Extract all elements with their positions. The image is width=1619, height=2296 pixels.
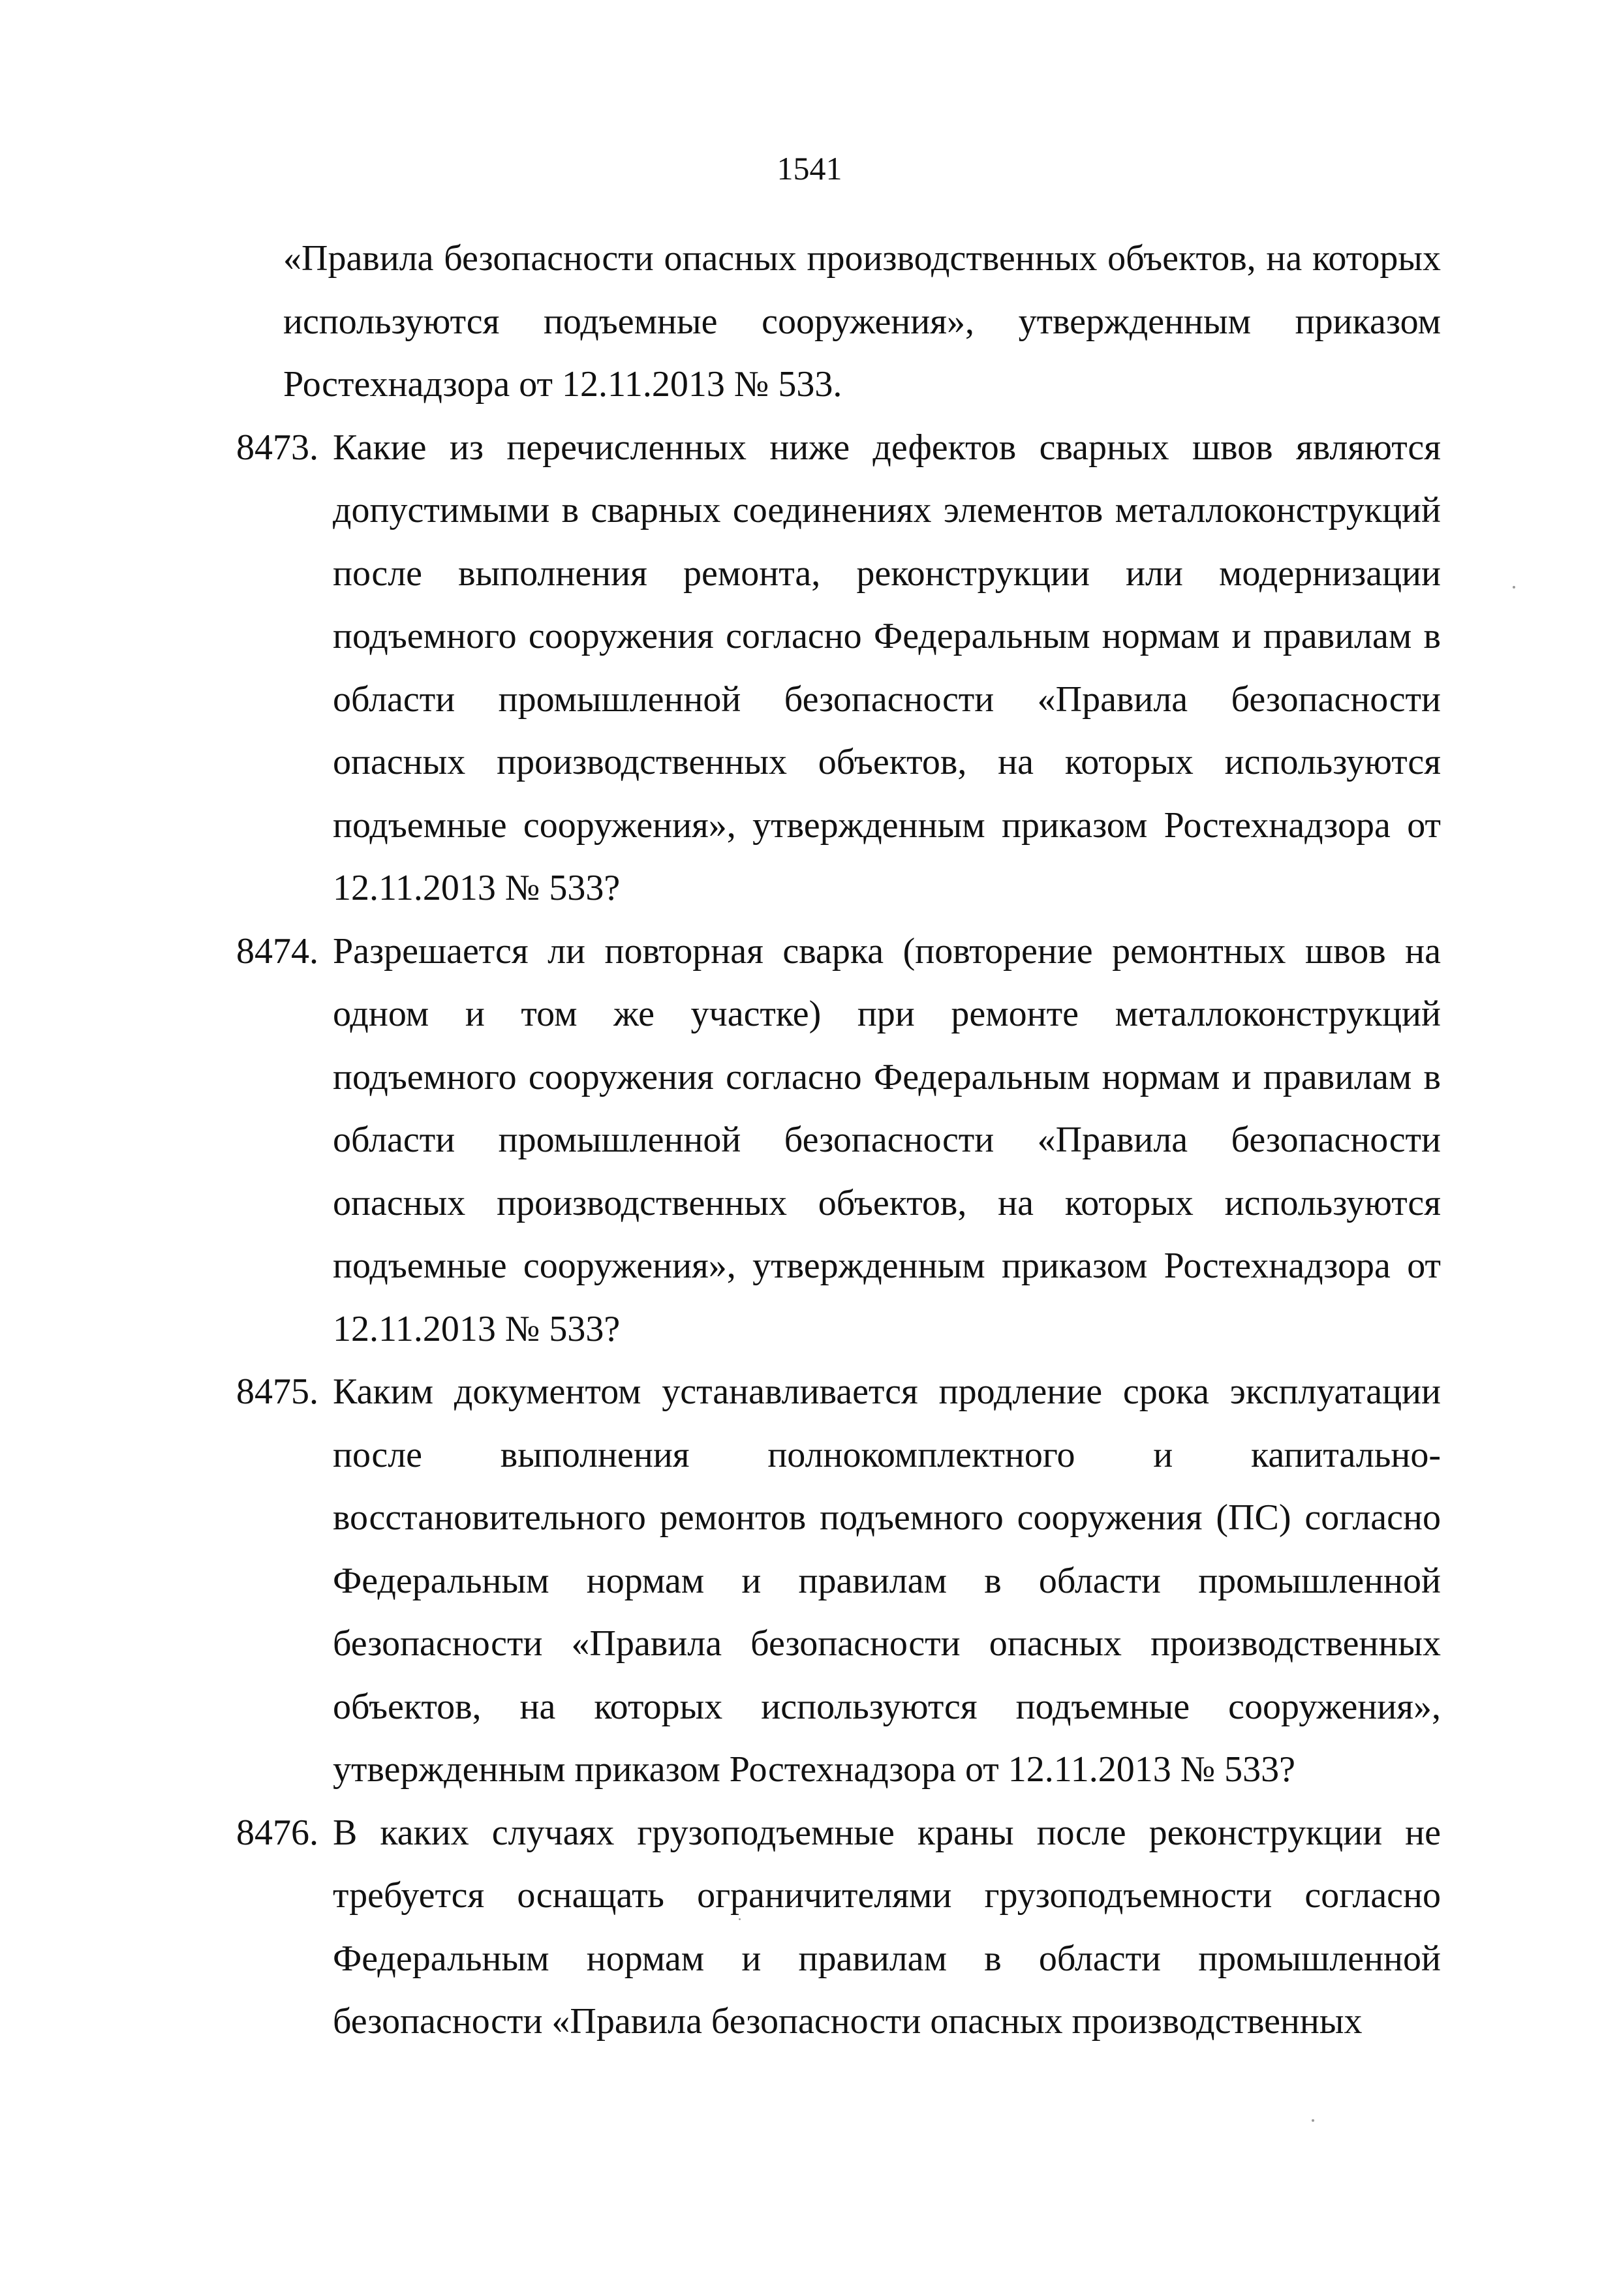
scan-speck (1513, 586, 1515, 589)
document-body (236, 227, 1441, 2053)
question-number: 8476. (236, 1812, 318, 1853)
question-8474 (236, 920, 1441, 1361)
question-8476 (236, 1801, 1441, 2053)
question-8475 (236, 1360, 1441, 1801)
question-text: Какие из перечисленных ниже дефектов сварных швов являются допустимыми в сварных соединениях элементов металлоконструкций после выполнения ремонта, реконструкции или модернизации подъемного сооружения согласно Федеральным нормам и правилам в области промышленной безопасности «Правила безопасности опасных производственных объектов, на которых используются подъемные сооружения», утвержденным приказом Ростехнадзора от 12.11.2013 № 533? (333, 427, 1441, 908)
question-number: 8474. (236, 930, 318, 972)
question-text: В каких случаях грузоподъемные краны после реконструкции не требуется оснащать ограничителями грузоподъемности согласно Федеральным нормам и правилам в области промышленной безопасности «Правила безопасности опасных производственных (333, 1812, 1441, 2042)
question-8473 (236, 416, 1441, 920)
question-text: Разрешается ли повторная сварка (повторение ремонтных швов на одном и том же участке) при ремонте металлоконструкций подъемного сооружения согласно Федеральным нормам и правилам в области промышленной безопасности «Правила безопасности опасных производственных объектов, на которых используются подъемные сооружения», утвержденным приказом Ростехнадзора от 12.11.2013 № 533? (333, 930, 1441, 1349)
question-number: 8475. (236, 1371, 318, 1412)
question-number: 8473. (236, 427, 318, 468)
scan-speck (739, 1918, 741, 1920)
lead-in-paragraph: «Правила безопасности опасных производственных объектов, на которых используются подъемные сооружения», утвержденным приказом Ростехнадзора от 12.11.2013 № 533. (283, 238, 1441, 405)
scan-speck (1312, 2119, 1314, 2122)
question-text: Каким документом устанавливается продление срока эксплуатации после выполнения полнокомплектного и капитально-восстановительного ремонтов подъемного сооружения (ПС) согласно Федеральным нормам и правилам в области промышленной безопасности «Правила безопасности опасных производственных объектов, на которых используются подъемные сооружения», утвержденным приказом Ростехнадзора от 12.11.2013 № 533? (333, 1371, 1441, 1790)
page-number: 1541 (777, 150, 842, 187)
